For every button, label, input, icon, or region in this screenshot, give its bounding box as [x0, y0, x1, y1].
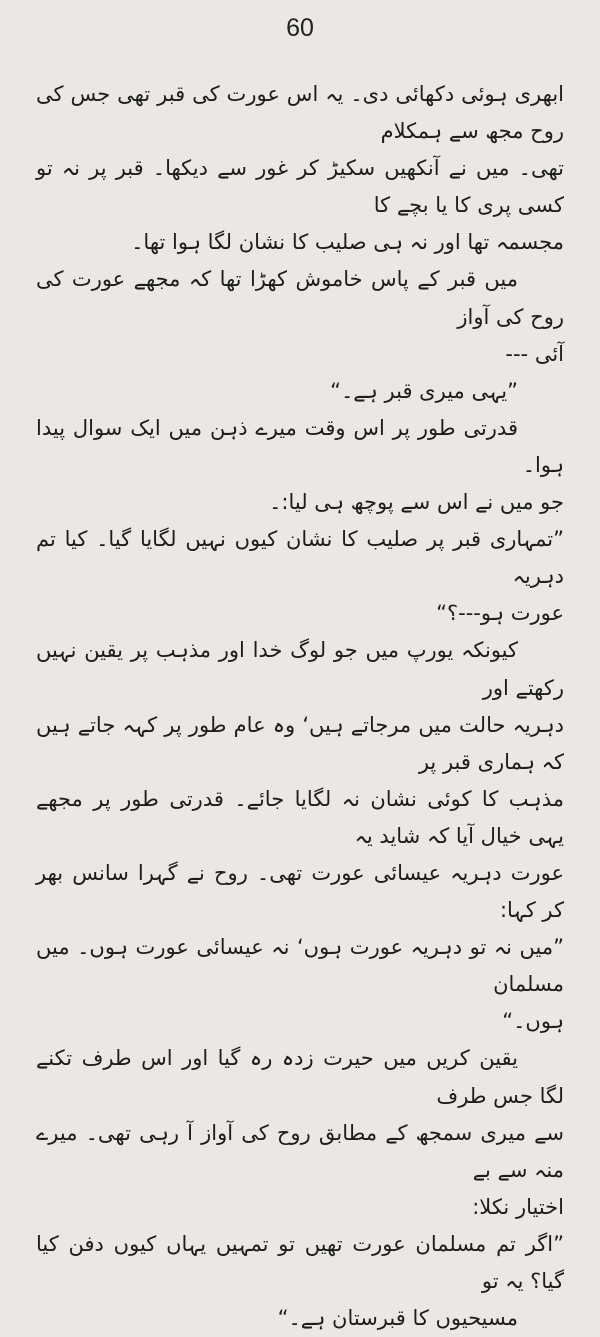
text-line: آئی --- [505, 341, 564, 366]
text-line: میں قبر کے پاس خاموش کھڑا تھا کہ مجھے عورت کی روح کی آواز [36, 267, 564, 329]
page-text [36, 76, 564, 1337]
text-line: ”اگر تم مسلمان عورت تھیں تو تمہیں یہاں کیوں دفن کیا گیا؟ یہ تو [36, 1231, 564, 1293]
text-line: عورت دہریہ عیسائی عورت تھی۔ روح نے گہرا سانس بھر کر کہا: [36, 860, 564, 923]
text-line: اختیار نکلا: [472, 1194, 564, 1219]
text-line: ”میں نہ تو دہریہ عورت ہوں‘ نہ عیسائی عورت ہوں۔ میں مسلمان [36, 935, 564, 997]
text-line: مذہب کا کوئی نشان نہ لگایا جائے۔ قدرتی طور پر مجھے یہی خیال آیا کہ شاید یہ [36, 786, 564, 848]
text-line: مجسمہ تھا اور نہ ہی صلیب کا نشان لگا ہوا تھا۔ [131, 230, 564, 255]
text-line: ابھری ہوئی دکھائی دی۔ یہ اس عورت کی قبر تھی جس کی روح مجھ سے ہمکلام [36, 82, 564, 144]
text-line: سے میری سمجھ کے مطابق روح کی آواز آ رہی تھی۔ میرے منہ سے بے [36, 1120, 564, 1182]
text-line: یقین کریں میں حیرت زدہ رہ گیا اور اس طرف تکنے لگا جس طرف [36, 1046, 564, 1108]
page-number: 60 [286, 14, 314, 42]
text-line: قدرتی طور پر اس وقت میرے ذہن میں ایک سوال پیدا ہوا۔ [36, 415, 564, 477]
text-line: مسیحیوں کا قبرستان ہے۔“ [277, 1306, 518, 1331]
text-line: ”یہی میری قبر ہے۔“ [330, 378, 518, 403]
text-line: عورت ہو---؟“ [436, 601, 564, 626]
text-line: تھی۔ میں نے آنکھیں سکیڑ کر غور سے دیکھا۔ قبر پر نہ تو کسی پری کا یا بچے کا [36, 156, 564, 218]
text-line: دہریہ حالت میں مرجاتے ہیں‘ وہ عام طور پر کہہ جاتے ہیں کہ ہماری قبر پر [36, 712, 564, 774]
text-line: کیونکہ یورپ میں جو لوگ خدا اور مذہب پر یقین نہیں رکھتے اور [36, 638, 564, 700]
text-line: ہوں۔“ [502, 1009, 564, 1034]
text-line: جو میں نے اس سے پوچھ ہی لیا:۔ [269, 490, 564, 515]
text-line: ”تمہاری قبر پر صلیب کا نشان کیوں نہیں لگایا گیا۔ کیا تم دہریہ [36, 527, 564, 589]
